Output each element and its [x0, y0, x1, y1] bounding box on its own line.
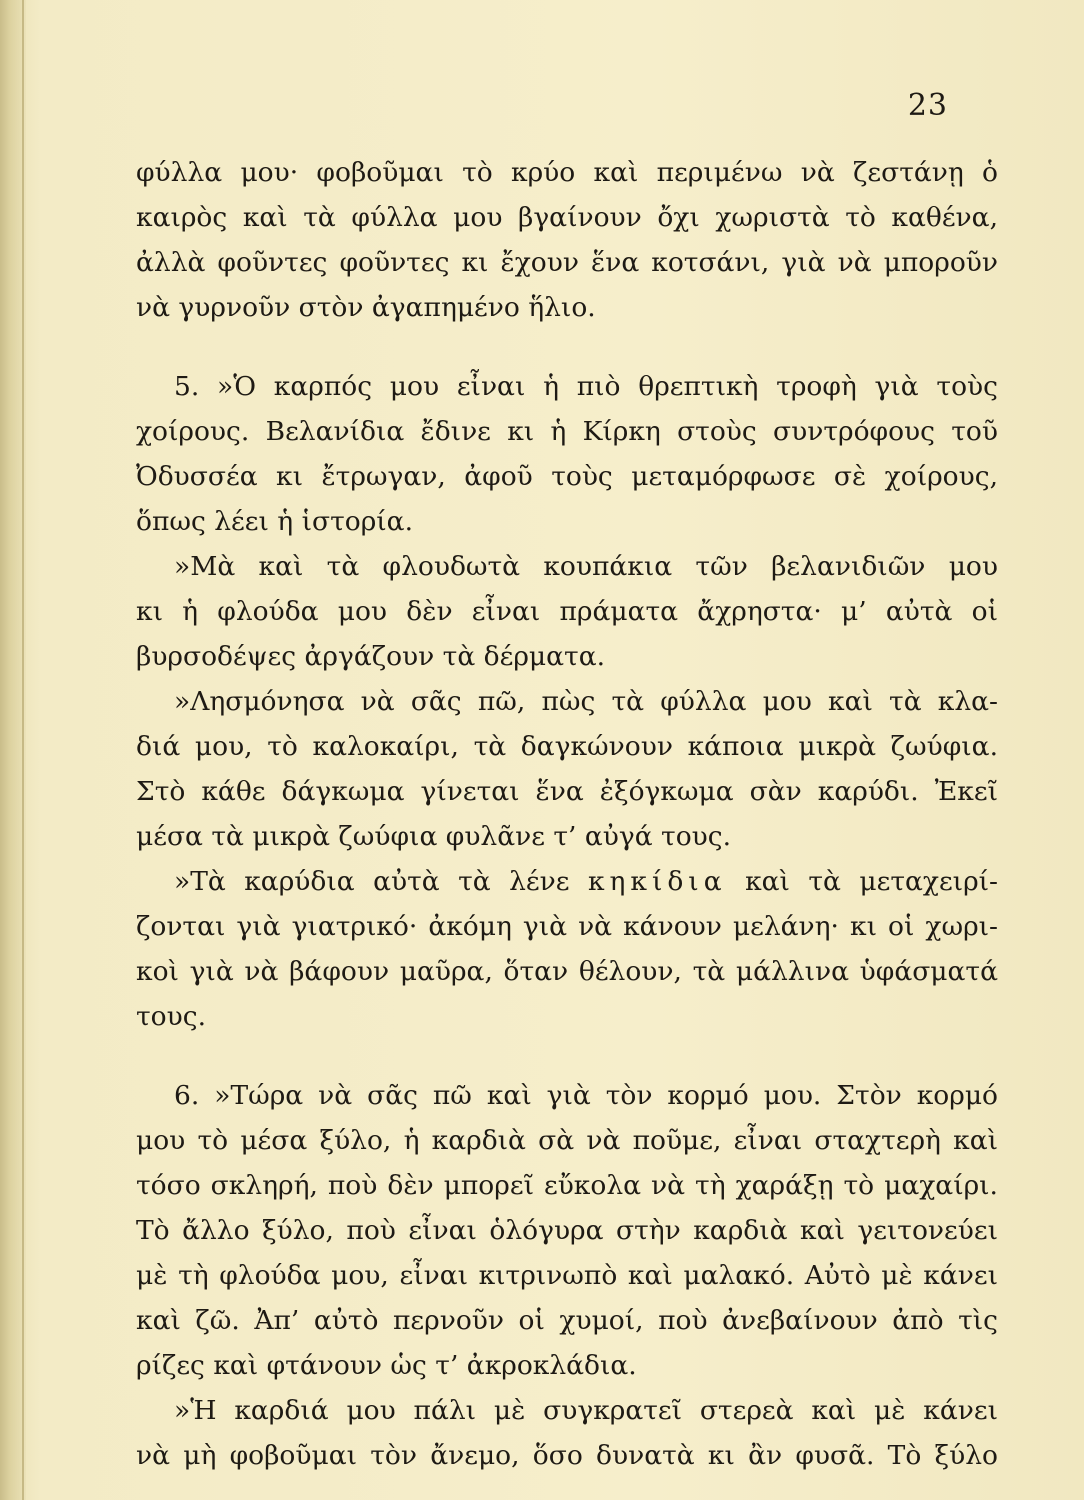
text-line: χοίρους. Βελανίδια ἔδινε κι ἡ Κίρκη στοὺς συντρόφους τοῦ	[136, 416, 998, 447]
paragraph-gap	[136, 330, 998, 364]
text-line: νὰ μὴ φοβοῦμαι τὸν ἄνεμο, ὅσο δυνατὰ κι ἂν φυσᾶ. Τὸ ξύλο	[136, 1440, 998, 1471]
body-text	[136, 150, 998, 1478]
text-line: 5. »Ὁ καρπός μου εἶναι ἡ πιὸ θρεπτικὴ τροφὴ γιὰ τοὺς	[174, 371, 998, 402]
text-line: Ὀδυσσέα κι ἔτρωγαν, ἀφοῦ τοὺς μεταμόρφωσε σὲ χοίρους,	[136, 461, 998, 492]
text-line: τους.	[136, 1001, 206, 1032]
text-line: »Λησμόνησα νὰ σᾶς πῶ, πὼς τὰ φύλλα μου καὶ τὰ κλα-	[174, 686, 998, 717]
paragraph-gap	[136, 1039, 998, 1073]
text-line: μέσα τὰ μικρὰ ζωύφια φυλᾶνε τ’ αὐγά τους.	[136, 821, 732, 852]
text-line: ρίζες καὶ φτάνουν ὡς τ’ ἀκροκλάδια.	[136, 1350, 637, 1381]
text-line: διά μου, τὸ καλοκαίρι, τὰ δαγκώνουν κάποια μικρὰ ζωύφια.	[136, 731, 998, 762]
text-line: 6. »Τώρα νὰ σᾶς πῶ καὶ γιὰ τὸν κορμό μου. Στὸν κορμό	[174, 1080, 998, 1111]
text-line: βυρσοδέψες ἀργάζουν τὰ δέρματα.	[136, 641, 606, 672]
text-line-with-spaced-term	[136, 859, 998, 904]
text-line: νὰ γυρνοῦν στὸν ἀγαπημένο ἥλιο.	[136, 292, 596, 323]
text-line: Στὸ κάθε δάγκωμα γίνεται ἕνα ἐξόγκωμα σὰν καρύδι. Ἐκεῖ	[136, 776, 998, 807]
text-line: φύλλα μου· φοβοῦμαι τὸ κρύο καὶ περιμένω νὰ ζεστάνῃ ὁ	[136, 157, 998, 188]
text-line: »Ἡ καρδιά μου πάλι μὲ συγκρατεῖ στερεὰ καὶ μὲ κάνει	[174, 1395, 998, 1426]
text-line: καιρὸς καὶ τὰ φύλλα μου βγαίνουν ὄχι χωριστὰ τὸ καθένα,	[136, 202, 998, 233]
text-line: ἀλλὰ φοῦντες φοῦντες κι ἔχουν ἕνα κοτσάνι, γιὰ νὰ μποροῦν	[136, 247, 998, 278]
binding-fold-line	[22, 0, 24, 1500]
spaced-term: κηκίδια	[587, 866, 727, 897]
text-line: ζονται γιὰ γιατρικό· ἀκόμη γιὰ νὰ κάνουν μελάνη· κι οἱ χωρι-	[136, 911, 998, 942]
text-line: μου τὸ μέσα ξύλο, ἡ καρδιὰ σὰ νὰ ποῦμε, εἶναι σταχτερὴ καὶ	[136, 1125, 998, 1156]
text-segment: καὶ τὰ μεταχειρί-	[745, 866, 998, 897]
text-line: »Μὰ καὶ τὰ φλουδωτὰ κουπάκια τῶν βελανιδιῶν μου	[174, 551, 998, 582]
text-line: κι ἡ φλούδα μου δὲν εἶναι πράματα ἄχρηστα· μ’ αὐτὰ οἱ	[136, 596, 998, 627]
text-segment: »Τὰ καρύδια αὐτὰ τὰ λένε	[174, 866, 570, 897]
text-line: κοὶ γιὰ νὰ βάφουν μαῦρα, ὅταν θέλουν, τὰ μάλλινα ὑφάσματά	[136, 956, 998, 987]
page-number: 23	[907, 88, 948, 123]
text-line: τόσο σκληρή, ποὺ δὲν μπορεῖ εὔκολα νὰ τὴ χαράξῃ τὸ μαχαίρι.	[136, 1170, 998, 1201]
text-line: ὅπως λέει ἡ ἱστορία.	[136, 506, 413, 537]
text-line: μὲ τὴ φλούδα μου, εἶναι κιτρινωπὸ καὶ μαλακό. Αὐτὸ μὲ κάνει	[136, 1260, 998, 1291]
text-line: Τὸ ἄλλο ξύλο, ποὺ εἶναι ὁλόγυρα στὴν καρδιὰ καὶ γειτονεύει	[136, 1215, 998, 1246]
text-line: καὶ ζῶ. Ἀπ’ αὐτὸ περνοῦν οἱ χυμοί, ποὺ ἀνεβαίνουν ἀπὸ τὶς	[136, 1305, 998, 1336]
